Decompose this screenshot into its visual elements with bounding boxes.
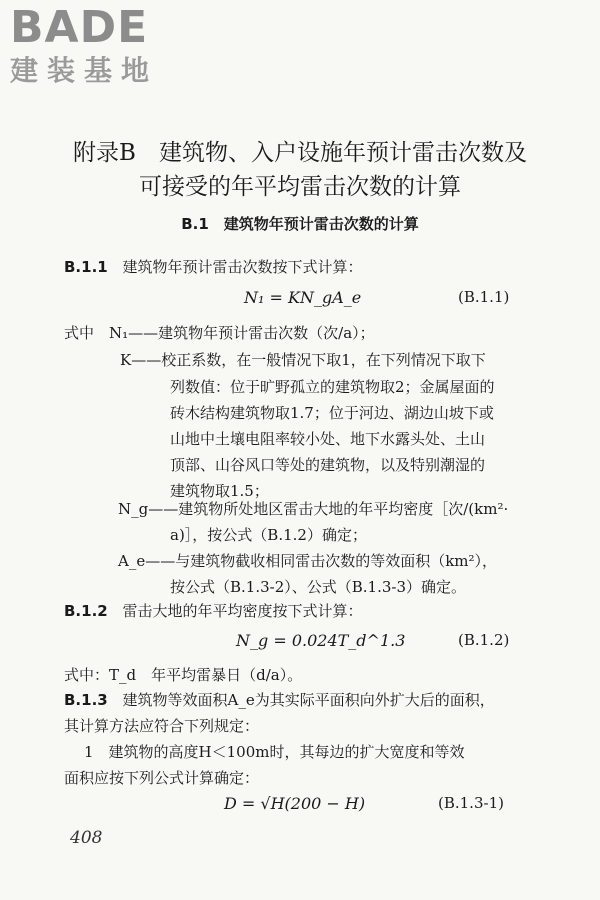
clause-number: B.1.2 <box>64 602 108 620</box>
clause-text: 建筑物年预计雷击次数按下式计算： <box>122 258 363 276</box>
formula-number: (B.1.1) <box>458 288 510 306</box>
clause-b112 <box>64 601 363 621</box>
formula-number: (B.1.3-1) <box>438 794 504 812</box>
section-title: B.1 建筑物年预计雷击次数的计算 <box>181 215 419 233</box>
where-line: 山地中土壤电阻率较小处、地下水露头处、土山 <box>170 430 486 448</box>
clause-text: 其计算方法应符合下列规定： <box>64 717 260 735</box>
appendix-title-line1: 附录B 建筑物、入户设施年预计雷击次数及 <box>73 140 527 166</box>
where-line: 顶部、山谷风口等处的建筑物，以及特别潮湿的 <box>170 456 486 474</box>
logo-subtitle: 建装基地 <box>10 54 159 87</box>
item-1: 1 建筑物的高度H＜100m时，其每边的扩大宽度和等效 <box>84 743 465 761</box>
formula-b12: N_g = 0.024T_d^1.3 <box>236 631 406 650</box>
where-line: K——校正系数，在一般情况下取1，在下列情况下取下 <box>120 351 486 369</box>
logo-word: BADE <box>10 2 149 53</box>
where-line: A_e——与建筑物截收相同雷击次数的等效面积（km²）， <box>118 552 498 570</box>
clause-text: 建筑物等效面积A_e为其实际平面积向外扩大后的面积， <box>122 691 495 709</box>
where-line: 式中：T_d 年平均雷暴日（d/a）。 <box>64 666 303 684</box>
clause-number: B.1.1 <box>64 258 108 276</box>
appendix-title-line2: 可接受的年平均雷击次数的计算 <box>139 174 461 200</box>
clause-b111 <box>64 257 363 277</box>
formula-b11: N₁ = KN_gA_e <box>244 288 362 307</box>
where-line: 砖木结构建筑物取1.7；位于河边、湖边山坡下或 <box>170 404 494 422</box>
brand-logo <box>10 4 180 88</box>
where-line: N_g——建筑物所处地区雷击大地的年平均密度［次/(km²· <box>118 500 509 518</box>
page-number: 408 <box>70 828 103 848</box>
where-line: 列数值：位于旷野孤立的建筑物取2；金属屋面的 <box>170 378 495 396</box>
where-line: 式中 N₁——建筑物年预计雷击次数（次/a）； <box>64 324 375 342</box>
clause-number: B.1.3 <box>64 691 108 709</box>
clause-b113 <box>64 690 495 710</box>
where-line: 建筑物取1.5； <box>170 482 269 500</box>
where-line: a)］，按公式（B.1.2）确定； <box>170 526 367 544</box>
formula-number: (B.1.2) <box>458 631 510 649</box>
formula-b131: D = √H(200 − H) <box>224 794 366 813</box>
clause-text: 雷击大地的年平均密度按下式计算： <box>122 602 363 620</box>
where-line: 按公式（B.1.3-2）、公式（B.1.3-3）确定。 <box>170 578 467 596</box>
item-1: 面积应按下列公式计算确定： <box>64 769 260 787</box>
